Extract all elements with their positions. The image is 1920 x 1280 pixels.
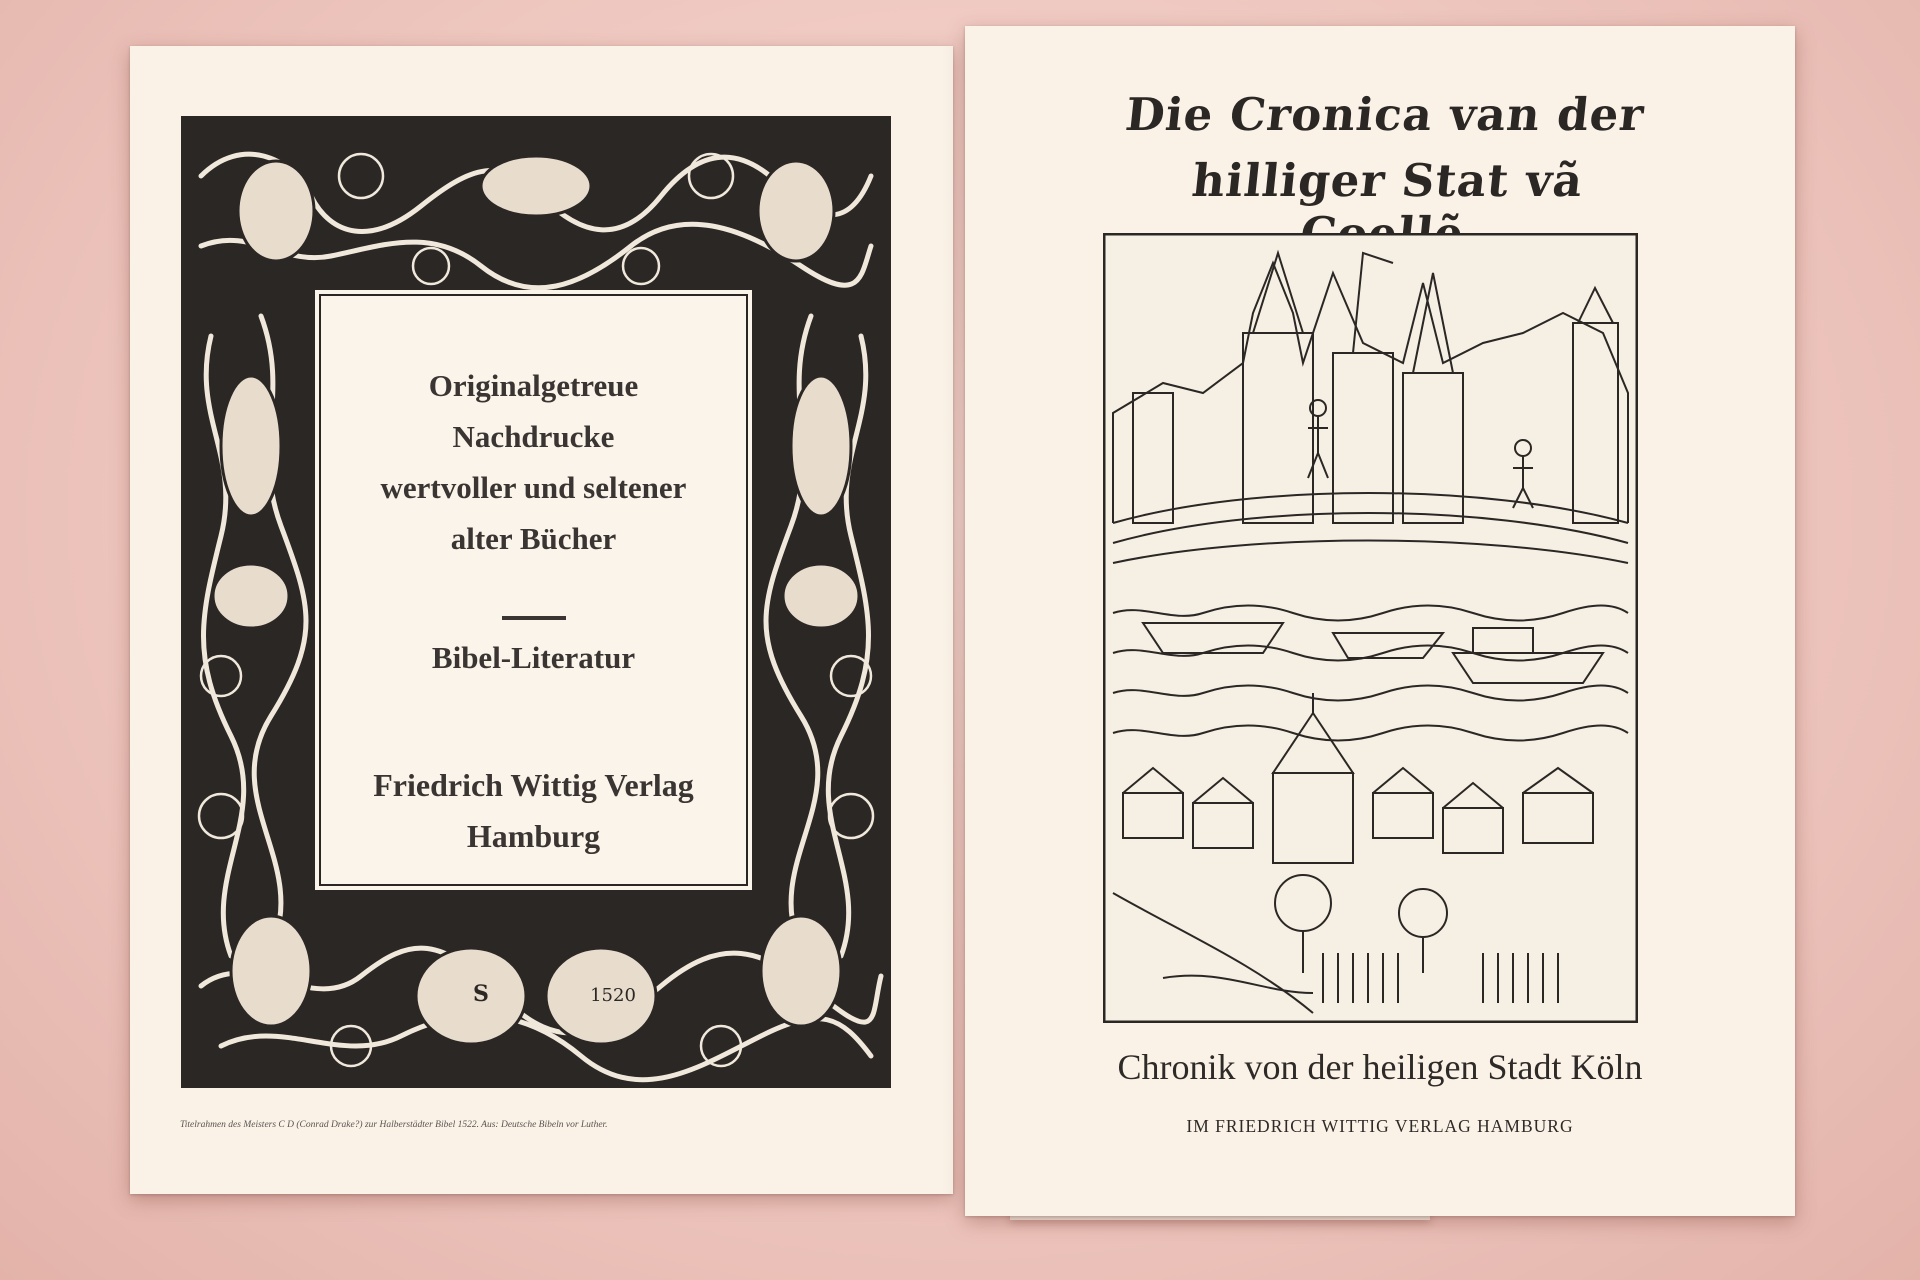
intro-line: alter Bücher [450,521,617,556]
publisher-line: Hamburg [466,818,601,854]
publisher-imprint: IM FRIEDRICH WITTIG VERLAG HAMBURG [1186,1116,1574,1136]
left-booklet [130,46,953,1194]
intro-line: wertvoller und seltener [380,470,687,505]
blackletter-title-line: hilliger Stat vã [1189,154,1586,207]
city-woodcut [1103,233,1638,1023]
title-panel [315,290,752,890]
intro-line: Nachdrucke [452,419,615,454]
chronicle-subtitle: Chronik von der heiligen Stadt Köln [1117,1047,1643,1087]
svg-text:S: S [473,981,489,1007]
ornament-date: 1520 [590,985,636,1006]
intro-line: Originalgetreue [428,368,639,403]
publisher [315,760,752,862]
right-booklet [965,26,1795,1216]
frame-caption: Titelrahmen des Meisters C D (Conrad Drake?) zur Halberstädter Bibel 1522. Aus: Deutsche Bibeln vor Luther. [180,1120,608,1130]
intro-text [315,360,752,564]
publisher-line: Friedrich Wittig Verlag [373,767,694,803]
blackletter-title-line: Die Cronica van der [1122,88,1648,141]
divider [502,616,566,620]
subject-heading: Bibel-Literatur [431,640,636,675]
